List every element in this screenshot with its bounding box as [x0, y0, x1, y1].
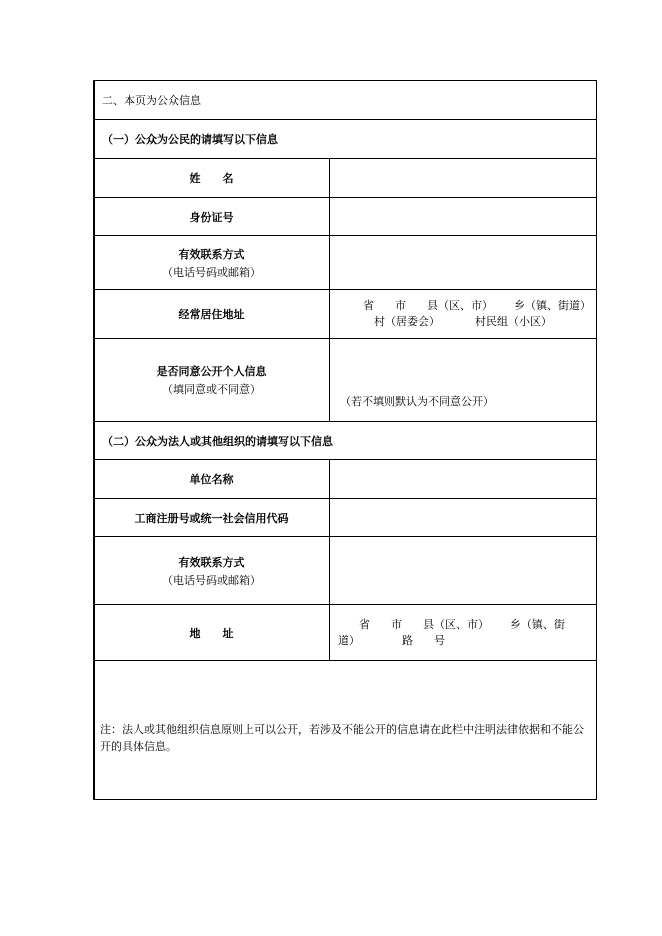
citizen-id-label-cell — [94, 198, 330, 235]
citizen-contact-field[interactable] — [330, 236, 596, 289]
citizen-consent-label-cell — [94, 339, 330, 421]
citizen-id-row — [94, 198, 596, 236]
org-heading-row — [94, 422, 596, 460]
public-info-form — [93, 80, 597, 800]
org-address-field[interactable] — [330, 605, 596, 660]
org-heading: （二）公众为法人或其他组织的请填写以下信息 — [102, 434, 333, 448]
org-reg-row — [94, 499, 596, 537]
citizen-id-label: 身份证号 — [189, 210, 234, 224]
citizen-contact-row — [94, 236, 596, 290]
note-row — [94, 661, 596, 799]
org-unit-label-cell — [94, 460, 330, 498]
citizen-address-field[interactable] — [330, 290, 596, 338]
citizen-name-label: 姓 名 — [189, 172, 234, 185]
citizen-name-label-cell — [94, 159, 330, 197]
note-text: 注：法人或其他组织信息原则上可以公开，若涉及不能公开的信息请在此栏中注明法律依据和不能公开的具体信息。 — [100, 723, 584, 753]
org-reg-field[interactable] — [330, 499, 596, 536]
citizen-consent-sublabel: （填同意或不同意） — [162, 383, 261, 396]
org-unit-field[interactable] — [330, 460, 596, 498]
org-contact-field[interactable] — [330, 537, 596, 604]
citizen-consent-row — [94, 339, 596, 422]
citizen-consent-hint: （若不填则默认为不同意公开） — [340, 395, 494, 408]
citizen-address-template: 省 市 县（区、市） 乡（镇、街道） 村（居委会） 村民组（小区） — [363, 299, 591, 328]
citizen-consent-label: 是否同意公开个人信息 — [156, 365, 267, 378]
org-unit-row — [94, 460, 596, 499]
citizen-consent-field[interactable] — [330, 339, 596, 421]
citizen-id-field[interactable] — [330, 198, 596, 235]
citizen-heading: （一）公众为公民的请填写以下信息 — [102, 133, 278, 146]
citizen-contact-label-cell — [94, 236, 330, 289]
citizen-name-row — [94, 159, 596, 198]
citizen-address-row — [94, 290, 596, 339]
org-reg-label: 工商注册号或统一社会信用代码 — [134, 511, 289, 525]
org-contact-label-cell — [94, 537, 330, 604]
citizen-contact-label: 有效联系方式 — [178, 247, 245, 261]
citizen-contact-sublabel: （电话号码或邮箱） — [162, 265, 261, 279]
org-contact-sublabel: （电话号码或邮箱） — [162, 573, 261, 587]
org-contact-row — [94, 537, 596, 605]
citizen-address-label-cell — [94, 290, 330, 338]
org-contact-label: 有效联系方式 — [178, 555, 245, 569]
citizen-name-field[interactable] — [330, 159, 596, 197]
org-reg-label-cell — [94, 499, 330, 536]
org-unit-label: 单位名称 — [189, 473, 234, 486]
org-address-label-cell — [94, 605, 330, 660]
citizen-heading-row — [94, 120, 596, 159]
org-address-label: 地 址 — [189, 626, 234, 640]
org-address-row — [94, 605, 596, 661]
section-title: 二、本页为公众信息 — [102, 94, 201, 107]
section-title-row — [94, 81, 596, 120]
org-address-template: 省 市 县（区、市） 乡（镇、街 道） 路 号 — [338, 618, 565, 647]
citizen-address-label: 经常居住地址 — [178, 308, 245, 321]
